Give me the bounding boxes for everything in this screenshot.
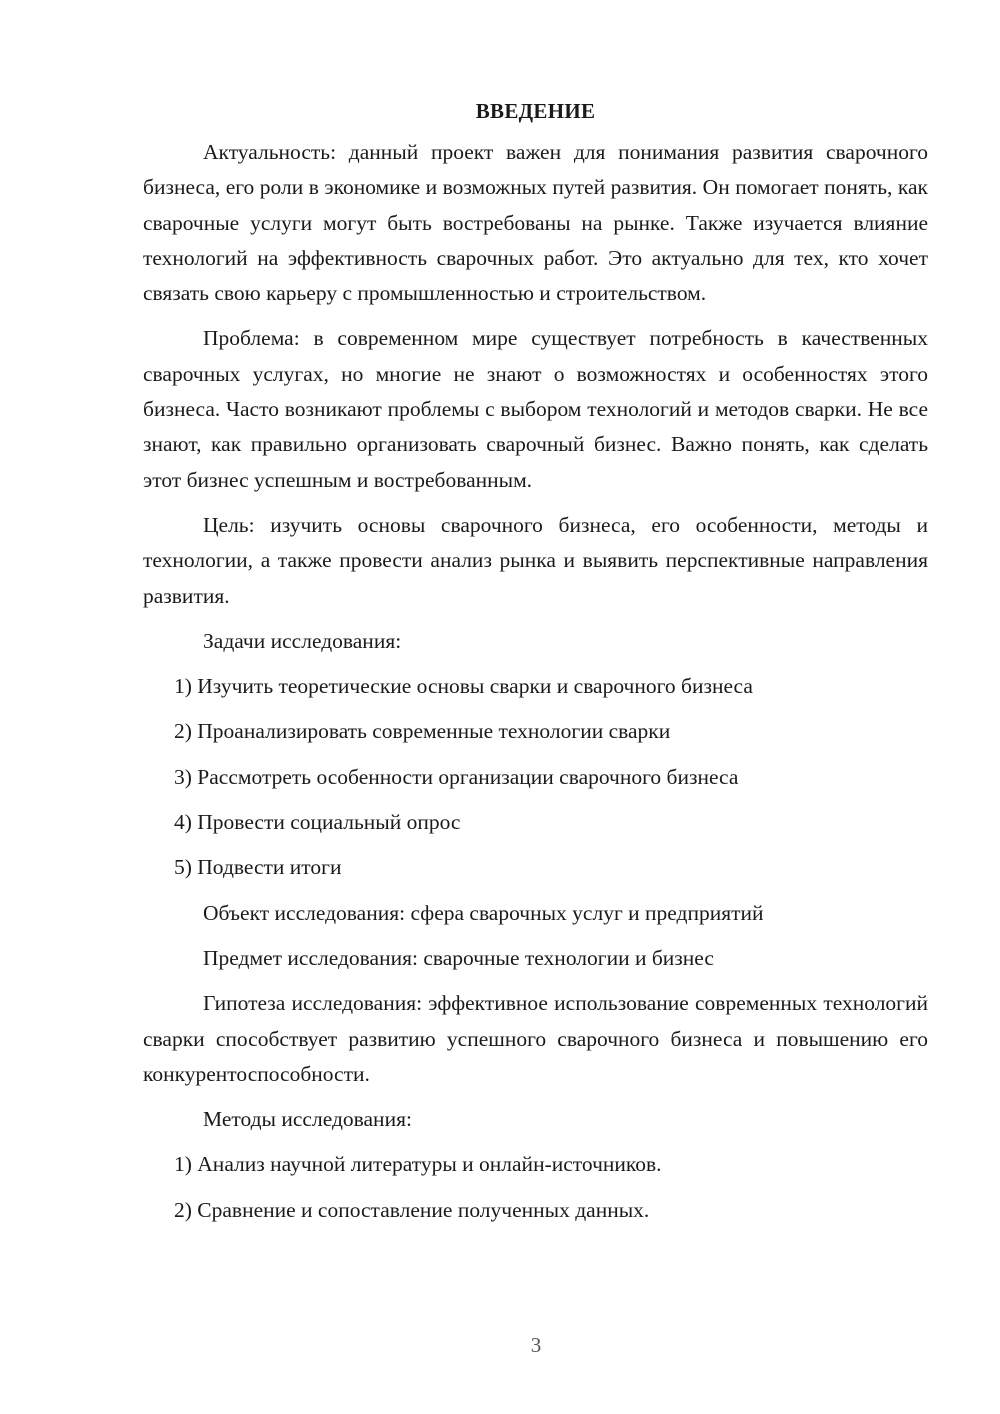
task-item: 2) Проанализировать современные технологии сварки — [174, 719, 671, 744]
methods-heading: Методы исследования: — [203, 1107, 412, 1132]
method-item: 2) Сравнение и сопоставление полученных данных. — [174, 1197, 650, 1222]
page-title: ВВЕДЕНИЕ — [475, 99, 596, 123]
document-page — [143, 96, 928, 1238]
task-item: 5) Подвести итоги — [174, 855, 342, 880]
task-item: 1) Изучить теоретические основы сварки и сварочного бизнеса — [174, 674, 753, 699]
task-item: 4) Провести социальный опрос — [174, 810, 461, 835]
object-paragraph: Объект исследования: сфера сварочных услуг и предприятий — [203, 900, 764, 925]
page-number: 3 — [530, 1333, 542, 1357]
task-item: 3) Рассмотреть особенности организации сварочного бизнеса — [174, 764, 739, 789]
relevance-paragraph: Актуальность: данный проект важен для понимания развития сварочного бизнеса, его роли в экономике и возможных путей развития. Он помогает понять, как сварочные услуги могут быть востребованы на рынке. Также изучается влияние технологий на эффективность сварочных работ. Это актуально для тех, кто хочет связать свою карьеру с промышленностью и строительством. — [143, 140, 928, 306]
subject-paragraph: Предмет исследования: сварочные технологии и бизнес — [203, 945, 714, 970]
method-item: 1) Анализ научной литературы и онлайн-источников. — [174, 1152, 662, 1177]
problem-paragraph: Проблема: в современном мире существует потребность в качественных сварочных услугах, но многие не знают о возможностях и особенностях этого бизнеса. Часто возникают проблемы с выбором технологий и методов сварки. Не все знают, как правильно организовать сварочный бизнес. Важно понять, как сделать этот бизнес успешным и востребованным. — [143, 326, 928, 492]
hypothesis-paragraph: Гипотеза исследования: эффективное использование современных технологий сварки способствует развитию успешного сварочного бизнеса и повышению его конкурентоспособности. — [143, 991, 928, 1086]
tasks-heading: Задачи исследования: — [203, 628, 402, 653]
goal-paragraph: Цель: изучить основы сварочного бизнеса, его особенности, методы и технологии, а также провести анализ рынка и выявить перспективные направления развития. — [143, 512, 928, 608]
